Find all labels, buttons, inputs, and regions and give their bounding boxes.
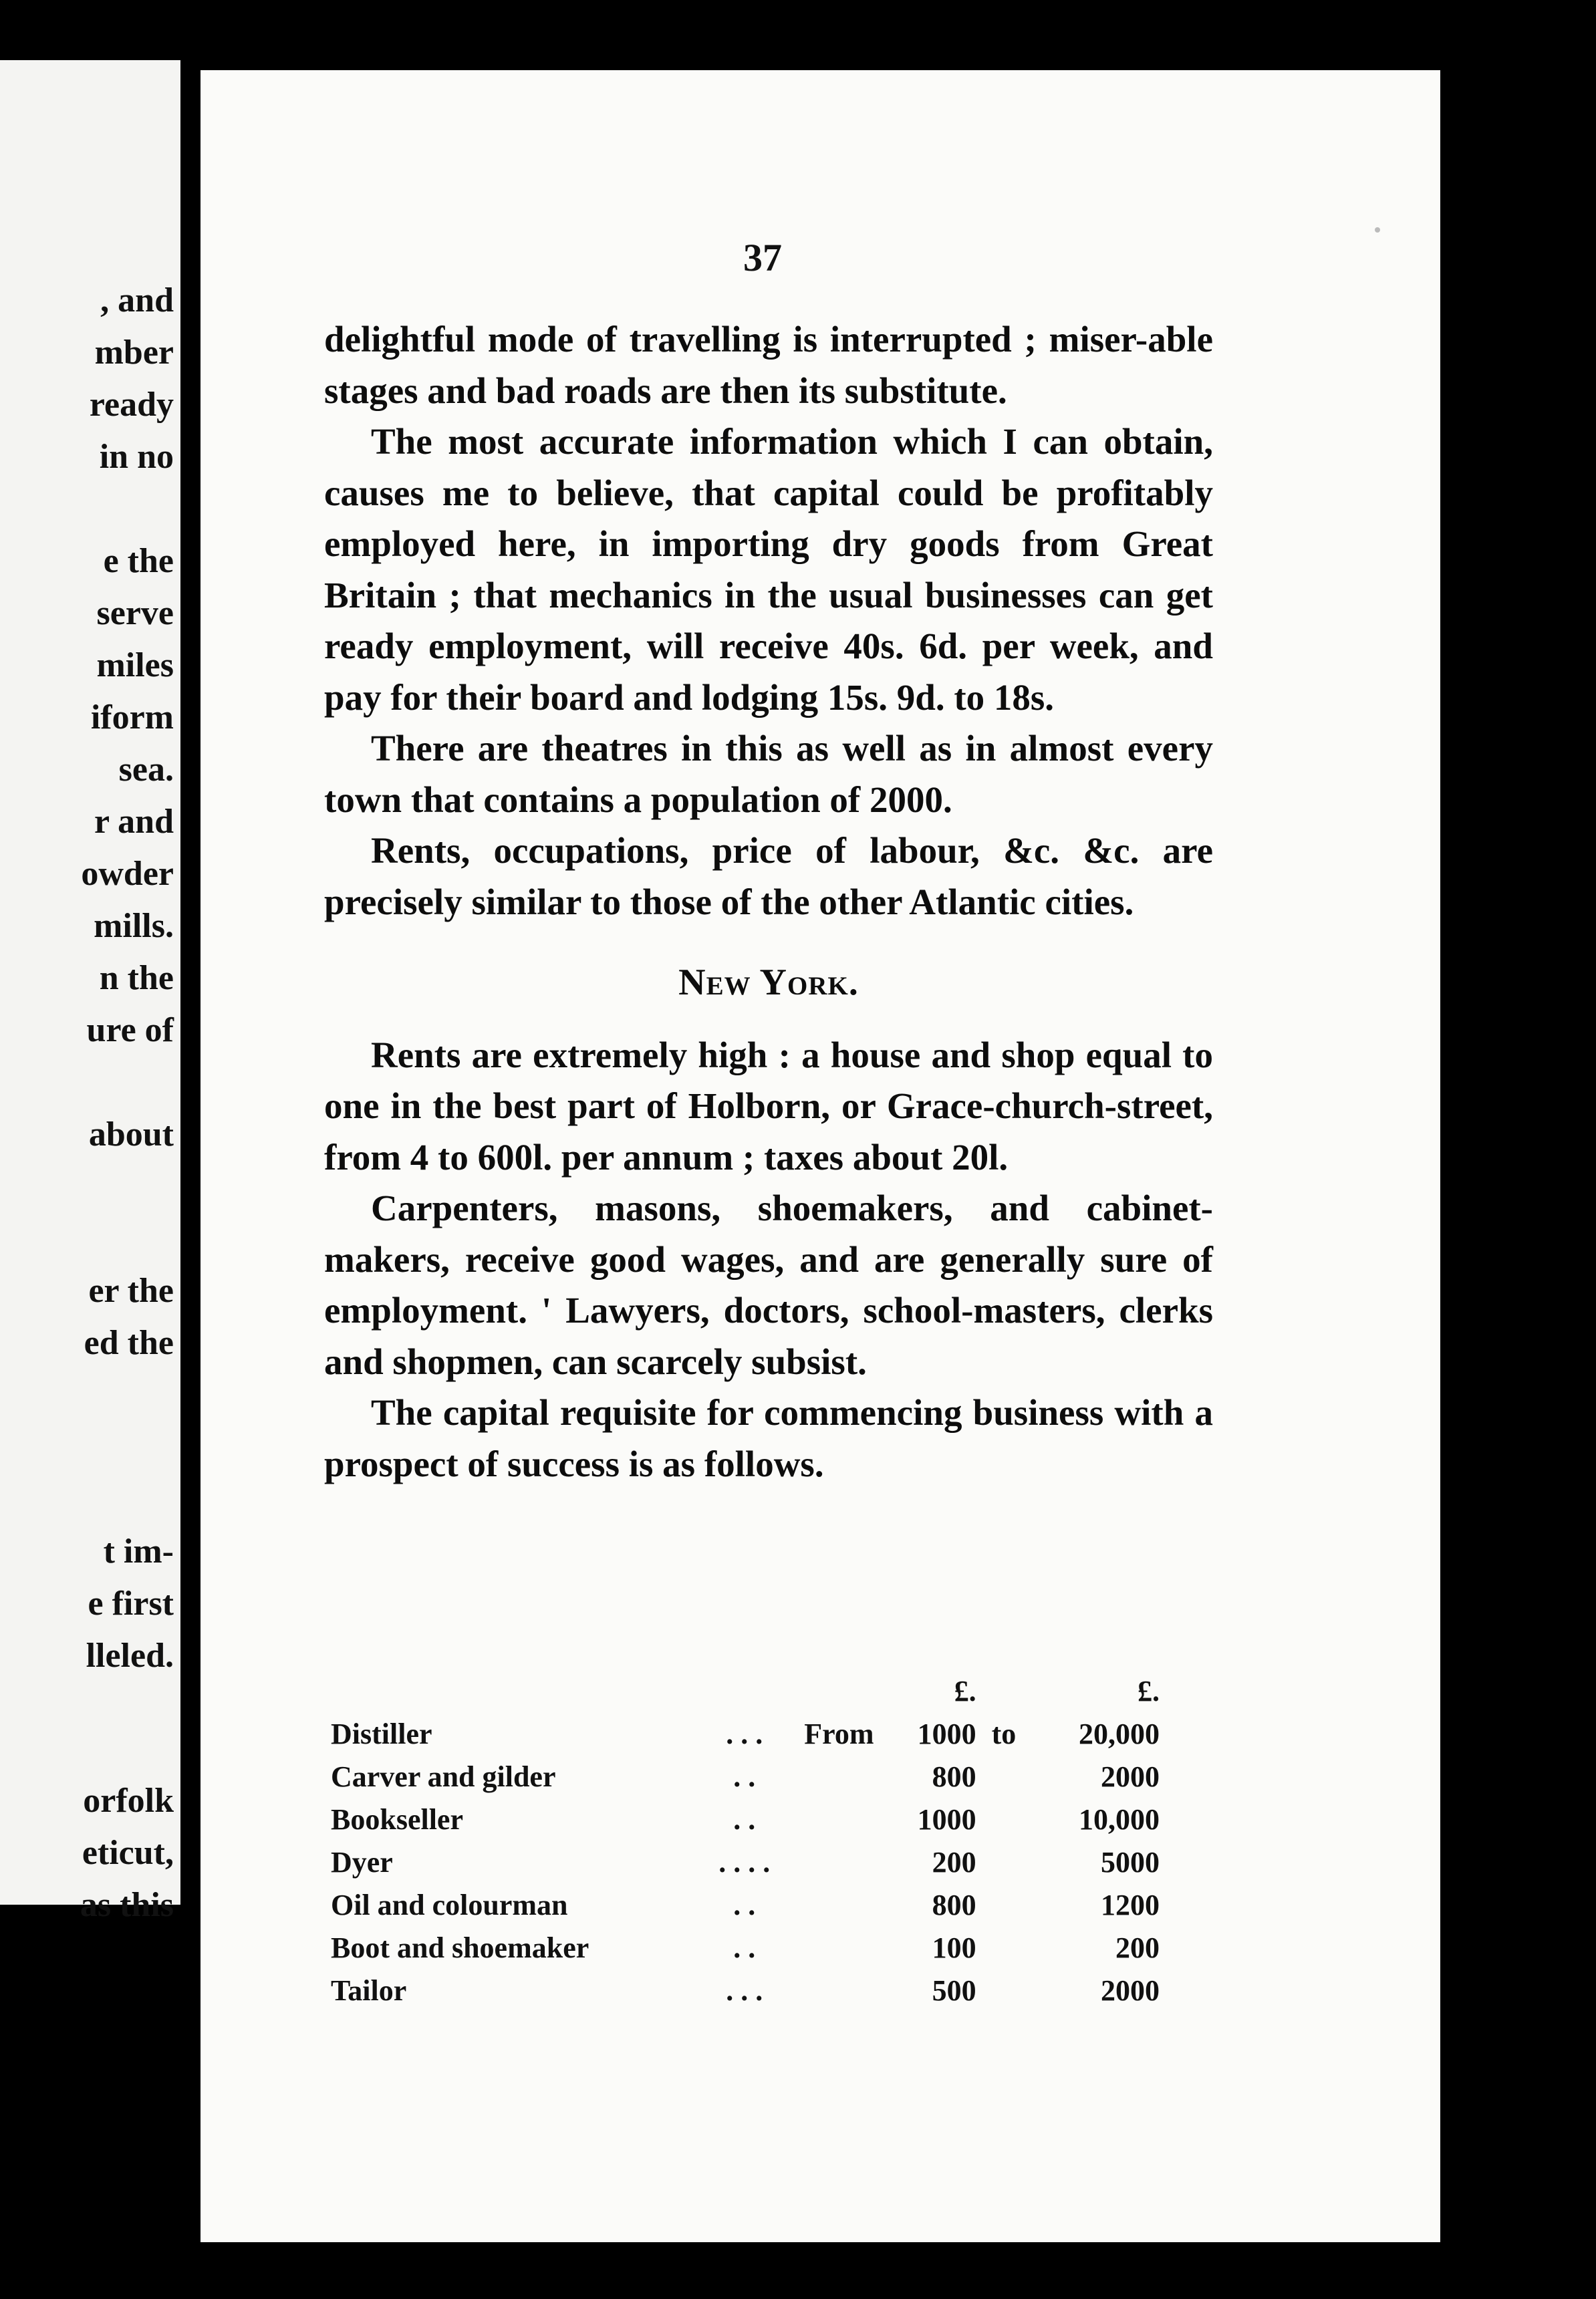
paragraph: Rents are extremely high : a house and shop equal to one in the best part of Holborn, or Grace-church-street, from 4 to 600l. per annum ; taxes about 20l.	[324, 1034, 1213, 1178]
to-label	[976, 1751, 1021, 1794]
left-page-fragment: lleled.	[86, 1637, 174, 1675]
from-label	[787, 1794, 884, 1837]
table-row	[331, 1708, 1160, 1751]
table-row	[331, 1879, 1160, 1922]
left-page-fragment: sea.	[118, 751, 174, 789]
trade-name: Oil and colourman	[331, 1889, 568, 1921]
left-page-fragment: ed the	[84, 1324, 174, 1362]
left-page-fragment: owder	[81, 855, 174, 893]
leader-dots: . .	[733, 1803, 756, 1836]
to-label	[976, 1837, 1021, 1879]
leader-dots: . . .	[726, 1718, 763, 1750]
table-row	[331, 1794, 1160, 1837]
left-page-fragment: er the	[88, 1272, 174, 1310]
trade-name: Boot and shoemaker	[331, 1931, 589, 1964]
from-label	[787, 1879, 884, 1922]
capital-low: 800	[932, 1760, 976, 1793]
left-page-fragment: miles	[96, 646, 174, 684]
capital-low: 1000	[917, 1803, 976, 1836]
paragraph: There are theatres in this as well as in almost every town that contains a population of 2000.	[324, 728, 1213, 820]
capital-high: 2000	[1101, 1974, 1160, 2007]
currency-header-high: £.	[1138, 1675, 1160, 1708]
left-page-fragment: t im-	[103, 1532, 174, 1571]
capital-high: 1200	[1101, 1889, 1160, 1921]
to-label	[976, 1879, 1021, 1922]
left-page-fragment: n the	[99, 959, 174, 997]
left-page-fragment: ready	[89, 386, 174, 424]
from-label	[787, 1922, 884, 1965]
to-label	[976, 1794, 1021, 1837]
left-page-fragment: eticut,	[82, 1834, 174, 1872]
paragraph: The capital requisite for commencing business with a prospect of success is as follows.	[324, 1392, 1213, 1484]
left-page-fragment: iform	[90, 698, 174, 736]
left-page-fragment: in no	[99, 438, 174, 476]
capital-low: 500	[932, 1974, 976, 2007]
leader-dots: . .	[733, 1889, 756, 1921]
capital-requirements-table	[331, 1674, 1160, 2008]
to-label	[976, 1965, 1021, 2008]
left-page-fragment: serve	[96, 594, 174, 632]
speck	[1375, 227, 1380, 233]
table-row	[331, 1922, 1160, 1965]
from-label	[787, 1837, 884, 1879]
paragraph: Carpenters, masons, shoemakers, and cabinet-makers, receive good wages, and are generally sure of employment. ' Lawyers, doctors, school-masters, clerks and shopmen, can scarcely subsist.	[324, 1188, 1213, 1382]
paragraph: Rents, occupations, price of labour, &c. &c. are precisely similar to those of the other Atlantic cities.	[324, 830, 1213, 922]
trade-name: Bookseller	[331, 1803, 463, 1836]
left-page-fragment: , and	[100, 281, 174, 319]
currency-header-low: £.	[954, 1675, 976, 1708]
from-label	[787, 1751, 884, 1794]
leader-dots: . . . .	[718, 1846, 771, 1879]
capital-low: 1000	[917, 1718, 976, 1750]
table-row	[331, 1965, 1160, 2008]
leader-dots: . .	[733, 1931, 756, 1964]
left-facing-page	[0, 60, 180, 1924]
trade-name: Carver and gilder	[331, 1760, 556, 1793]
capital-high: 5000	[1101, 1846, 1160, 1879]
capital-high: 10,000	[1079, 1803, 1160, 1836]
table-row	[331, 1837, 1160, 1879]
left-page-fragment: r and	[94, 803, 174, 841]
left-page-fragment: as this	[80, 1886, 174, 1924]
leader-dots: . . .	[726, 1974, 763, 2007]
capital-high: 200	[1115, 1931, 1160, 1964]
left-page-fragment: mber	[94, 333, 174, 372]
left-page-fragment: e the	[103, 542, 174, 580]
capital-low: 200	[932, 1846, 976, 1879]
capital-low: 100	[932, 1931, 976, 1964]
left-page-fragment: mills.	[94, 907, 174, 945]
to-label: to	[991, 1718, 1017, 1750]
left-page-fragment: orfolk	[83, 1782, 174, 1820]
section-heading: New York.	[678, 962, 859, 1003]
from-label: From	[804, 1718, 874, 1750]
from-label	[787, 1965, 884, 2008]
left-page-fragment: ure of	[86, 1011, 174, 1049]
capital-high: 2000	[1101, 1760, 1160, 1793]
left-page-fragment: about	[88, 1115, 174, 1154]
to-label	[976, 1922, 1021, 1965]
table-row	[331, 1751, 1160, 1794]
capital-high: 20,000	[1079, 1718, 1160, 1750]
capital-low: 800	[932, 1889, 976, 1921]
left-page-fragment: e first	[88, 1585, 174, 1623]
trade-name: Dyer	[331, 1846, 393, 1879]
leader-dots: . .	[733, 1760, 756, 1793]
page-number: 37	[743, 236, 782, 279]
trade-name: Distiller	[331, 1718, 432, 1750]
paragraph: The most accurate information which I can obtain, causes me to believe, that capital could be profitably employed here, in importing dry goods from Great Britain ; that mechanics in the usual businesses can get ready employment, will receive 40s. 6d. per week, and pay for their board and lodging 15s. 9d. to 18s.	[324, 421, 1213, 718]
paragraph: delightful mode of travelling is interrupted ; miser-able stages and bad roads are then its substitute.	[324, 319, 1213, 411]
page-body	[324, 314, 1213, 1490]
trade-name: Tailor	[331, 1974, 407, 2007]
table-header-row	[331, 1674, 1160, 1708]
